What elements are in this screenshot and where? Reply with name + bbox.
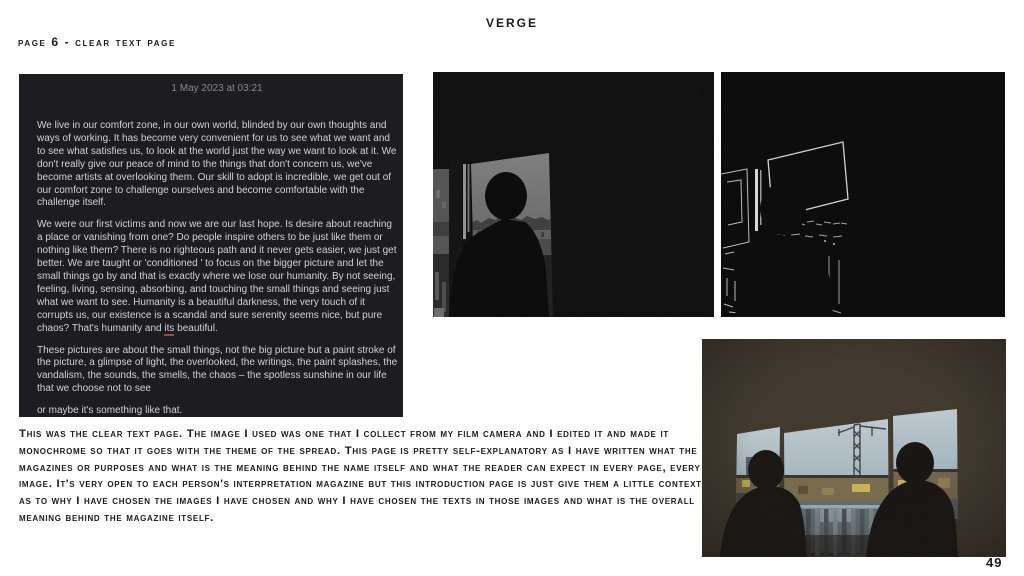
note-paragraph-2 — [37, 219, 399, 335]
note-timestamp: 1 May 2023 at 03:21 — [171, 83, 263, 94]
note-paragraph-3: These pictures are about the small things, not the big picture but a paint stroke of the picture, a glimpse of light, the overlooked, the writings, the paint splashes, the vandalism, the sounds, the smells, the chaos – the spotless sunshine in our life that we choose not to see — [37, 344, 398, 395]
film-grain — [721, 72, 1005, 317]
page-title: page 6 - clear text page — [18, 35, 176, 49]
film-grain — [702, 339, 1006, 557]
film-grain — [433, 72, 714, 317]
notes-screenshot — [19, 74, 403, 417]
note-paragraph-2-end: beautiful. — [174, 322, 218, 334]
note-paragraph-4-text: or maybe it's something like that. — [37, 405, 183, 417]
note-paragraph-1: We live in our comfort zone, in our own world, blinded by our own thoughts and ways of working. It has become very convenient for us to see what we want and to see what satisfies us, to look at the world just the way we want to look at it. We don't really give our peace of mind to the things that don't concern us, we've become artists at overlooking them. Our skill to adopt is incredible, we get out of our comfort zone to challenge ourselves and become comfortable with the challenge itself. — [37, 120, 397, 209]
photo-monochrome — [433, 72, 714, 317]
note-paragraph-4 — [37, 405, 399, 417]
page-caption: This was the clear text page. The image I used was one that I collect from my film camera and I edited it and made it monochrome so that it goes with the theme of the spread. This page is pretty self-explanatory as I have written what the magazines or purposes and what is the meaning behind the name itself and what the reader can expect in every page, every image. It's very open to each person's interpretation magazine but this introduction page is just give them a little context as to why I have chosen the images I have chosen and why I have chosen the texts in those images and what is the overall meaning behind the magazine itself. — [19, 428, 702, 524]
page-number: 49 — [986, 555, 1003, 570]
misspelled-word: its — [164, 322, 175, 334]
note-paragraph-2-text: We were our first victims and now we are our last hope. Is desire about reaching a place or vanishing from one? Do people inspire others to be just like them or nothing like them? There is no righteous path and it never gets easier, we just get better. We are taught or 'conditioned ' to focus on the bigger picture and let the small things go by and that is exactly where we lose our humanity. By not seeing, feeling, living, sensing, absorbing, and touching the small things and seeing just what we want to see. Humanity is a beautiful darkness, the very touch of it corrupts us, our existence is a scandal and sure serenity seems nice, but pure chaos? That's humanity and — [37, 219, 397, 334]
photo-original — [702, 339, 1006, 557]
photo-outline — [721, 72, 1005, 317]
magazine-title: VERGE — [485, 16, 538, 30]
